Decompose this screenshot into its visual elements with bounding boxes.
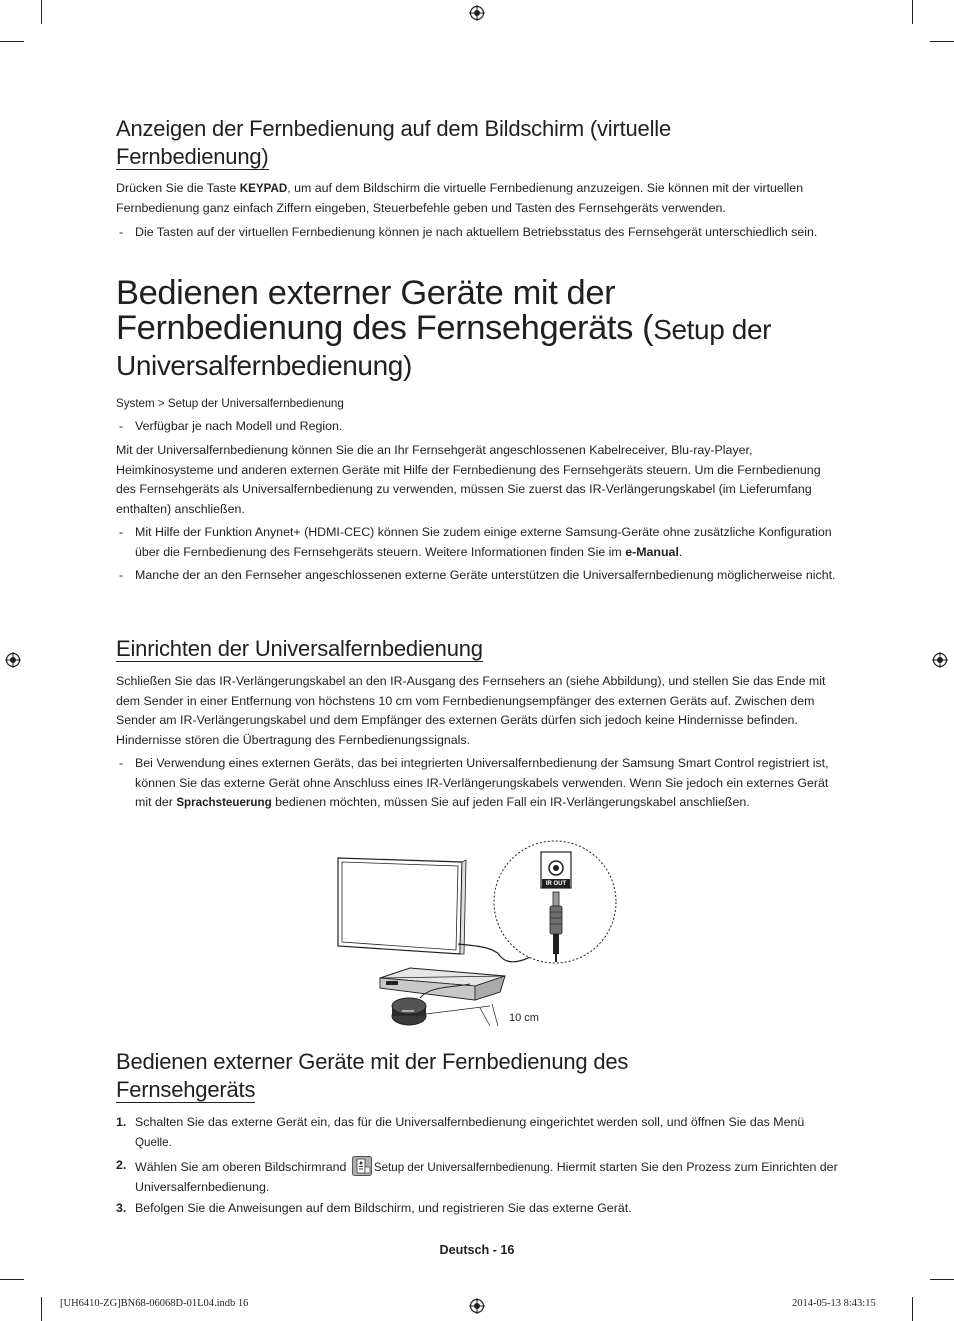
- section-title-setup: Einrichten der Universalfernbedienung: [116, 636, 483, 661]
- note-dash: -: [119, 568, 124, 582]
- note-dash: -: [119, 225, 124, 239]
- page-number: Deutsch - 16: [439, 1243, 515, 1257]
- note-dash: -: [119, 525, 124, 539]
- print-slug-right: 2014-05-13 8:43:15: [792, 1298, 876, 1309]
- registration-mark-icon: [932, 652, 948, 668]
- crop-mark: [0, 1279, 24, 1280]
- ir-extender-illustration: [330, 836, 625, 1036]
- crop-mark: [930, 1279, 954, 1280]
- voice-control-note: Bei Verwendung eines externen Geräts, das bei integrierten Universalfernbedienung der Samsung Smart Control registriert ist, können Sie das externe Gerät ohne Anschluss eines IR-Verlängerungskabels verwenden. Wenn Sie jedoch ein externes Gerät mit der Sprachsteuerung bedienen möchten, müssen Sie auf jeden Fall ein IR-Verlängerungskabel anschließen.: [135, 756, 829, 809]
- note-dash: -: [119, 756, 124, 770]
- step-3: Befolgen Sie die Anweisungen auf dem Bildschirm, und registrieren Sie das externe Gerät.: [135, 1201, 632, 1215]
- section-title-operate-external: Bedienen externer Geräte mit der Fernbedienung des Fernsehgeräts: [116, 1049, 629, 1102]
- crop-mark: [930, 41, 954, 42]
- compatibility-note: Manche der an den Fernseher angeschlossenen externe Geräte unterstützen die Universalfernbedienung möglicherweise nicht.: [135, 568, 836, 582]
- crop-mark: [41, 1297, 42, 1321]
- registration-mark-icon: [469, 1298, 485, 1314]
- crop-mark: [912, 1297, 913, 1321]
- breadcrumb: System > Setup der Universalfernbedienung: [116, 397, 344, 410]
- breadcrumb-system: System: [116, 397, 155, 410]
- anynet-note: Mit Hilfe der Funktion Anynet+ (HDMI-CEC) können Sie zudem einige externe Samsung-Geräte ohne zusätzliche Konfiguration über die Fernbedienung des Fernsehgeräts steuern. Weitere Informationen finden Sie im e-Manual.: [135, 525, 832, 559]
- distance-label: 10 cm: [509, 1012, 539, 1024]
- menu-source: Quelle: [135, 1135, 169, 1149]
- step-1: Schalten Sie das externe Gerät ein, das für die Universalfernbedienung eingerichtet werden soll, und öffnen Sie das Menü Quelle.: [135, 1115, 805, 1149]
- registration-mark-icon: [5, 652, 21, 668]
- crop-mark: [41, 0, 42, 24]
- availability-note: Verfügbar je nach Modell und Region.: [135, 419, 343, 433]
- crop-mark: [912, 0, 913, 24]
- step-number: 1.: [116, 1115, 127, 1129]
- step-2: Wählen Sie am oberen Bildschirmrand Setup der Universalfernbedienung. Hiermit starten Sie den Prozess zum Einrichten der Universalfernbedienung.: [135, 1156, 838, 1197]
- step-number: 2.: [116, 1158, 127, 1172]
- universal-remote-setup-icon: [352, 1156, 372, 1176]
- step-number: 3.: [116, 1201, 127, 1215]
- menu-universal-setup: Setup der Universalfernbedienung: [373, 1161, 550, 1174]
- setup-paragraph: Schließen Sie das IR-Verlängerungskabel an den IR-Ausgang des Fernsehers an (siehe Abbildung), und stellen Sie das Ende mit dem Sender in einer Entfernung von höchstens 10 cm vom Fernbedienungsempfänger des externen Geräts auf. Zwischen dem Sender am IR-Verlängerungskabel und dem Empfänger des externen Geräts dürfen sich jedoch keine Hindernisse befinden. Hindernisse stören die Übertragung des Fernbedienungssignals.: [116, 674, 826, 747]
- section-title-universal-remote: Bedienen externer Geräte mit der Fernbedienung des Fernsehgeräts (Setup der Universalfernbedienung): [116, 274, 772, 381]
- virtual-remote-paragraph: Drücken Sie die Taste KEYPAD, um auf dem Bildschirm die virtuelle Fernbedienung anzuzeigen. Sie können mit der virtuellen Fernbedienung ganz einfach Ziffern eingeben, Steuerbefehle geben und Tasten des Fernsehgeräts verwenden.: [116, 181, 804, 215]
- virtual-remote-note: Die Tasten auf der virtuellen Fernbedienung können je nach aktuellem Betriebsstatus des Fernsehgerät unterschiedlich sein.: [135, 225, 818, 239]
- universal-remote-paragraph: Mit der Universalfernbedienung können Sie die an Ihr Fernsehgerät angeschlossenen Kabelreceiver, Blu-ray-Player, Heimkinosysteme und anderen externen Geräte mit Hilfe der Fernbedienung des Fernsehgeräts steuern. Um die Fernbedienung des Fernsehgeräts als Universalfernbedienung zu verwenden, müssen Sie zuerst das IR-Verlängerungskabel (im Lieferumfang enthalten) anschließen.: [116, 443, 821, 516]
- crop-mark: [0, 41, 24, 42]
- breadcrumb-universal-setup: Setup der Universalfernbedienung: [167, 397, 344, 410]
- print-slug-left: [UH6410-ZG]BN68-06068D-01L04.indb 16: [60, 1298, 249, 1309]
- registration-mark-icon: [469, 5, 485, 21]
- section-title-virtual-remote: Anzeigen der Fernbedienung auf dem Bildschirm (virtuelle Fernbedienung): [116, 116, 671, 169]
- ir-out-port-label: IR OUT: [545, 881, 567, 887]
- note-dash: -: [119, 419, 124, 433]
